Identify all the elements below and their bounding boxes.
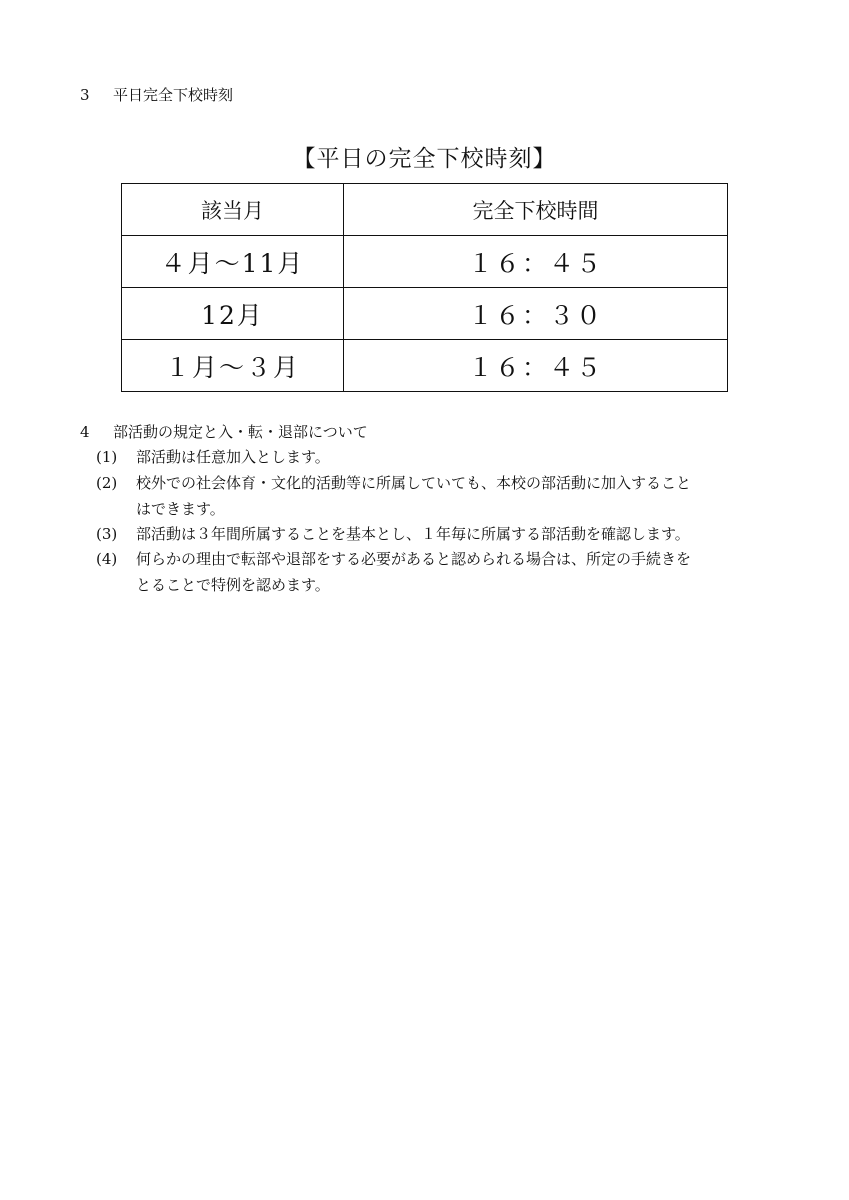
- dismissal-time-table: [121, 183, 728, 392]
- item-text: 何らかの理由で転部や退部をする必要があると認められる場合は、所定の手続きを: [136, 550, 692, 568]
- item-text: 部活動は任意加入とします。: [136, 448, 330, 466]
- table-row: [122, 340, 728, 392]
- list-item: [96, 521, 776, 547]
- table-header-row: [122, 184, 728, 236]
- section-3-heading: [80, 84, 233, 105]
- item-mark: (2): [96, 474, 118, 492]
- row-time: １６：４５: [344, 340, 728, 392]
- item-text: 校外での社会体育・文化的活動等に所属していても、本校の部活動に加入すること: [136, 474, 692, 492]
- section-4-number: 4: [80, 423, 90, 441]
- row-time: １６：４５: [344, 236, 728, 288]
- list-item: [96, 444, 330, 470]
- row-month: ４月～11月: [122, 236, 344, 288]
- table-row: [122, 236, 728, 288]
- row-month: １月～３月: [122, 340, 344, 392]
- section-4-title: 部活動の規定と入・転・退部について: [113, 423, 368, 441]
- header-time: 完全下校時間: [344, 184, 728, 236]
- item-text-continued: とることで特例を認めます。: [136, 576, 330, 594]
- header-month: 該当月: [122, 184, 344, 236]
- item-mark: (4): [96, 550, 118, 568]
- item-mark: (1): [96, 448, 118, 466]
- row-time: １６：３０: [344, 288, 728, 340]
- item-text-continued: はできます。: [136, 500, 225, 518]
- section-3-title: 平日完全下校時刻: [113, 86, 234, 104]
- table-row: [122, 288, 728, 340]
- item-mark: (3): [96, 525, 118, 543]
- row-month: 12月: [122, 288, 344, 340]
- item-text: 部活動は３年間所属することを基本とし、１年毎に所属する部活動を確認します。: [136, 525, 690, 543]
- section-3-number: 3: [80, 86, 90, 104]
- table-title: 【平日の完全下校時刻】: [292, 146, 557, 172]
- list-item: [96, 470, 776, 522]
- list-item: [96, 546, 776, 598]
- section-4-heading: [80, 421, 368, 442]
